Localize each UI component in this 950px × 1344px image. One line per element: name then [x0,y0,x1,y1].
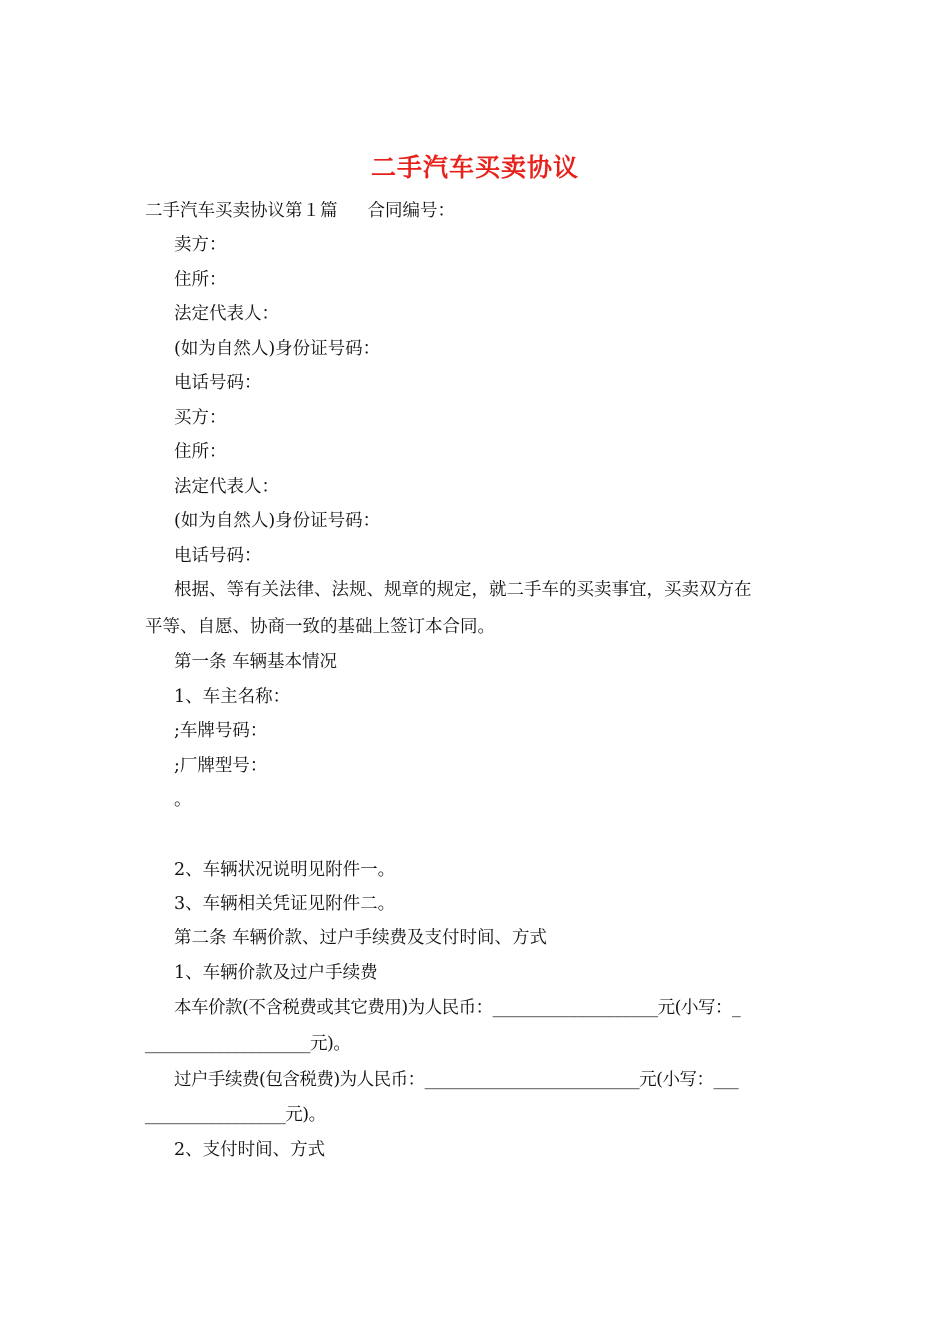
article1-heading: 第一条 车辆基本情况 [174,652,338,672]
preamble-line-2: 平等、自愿、协商一致的基础上签订本合同。 [145,617,495,637]
intro-heading: 二手汽车买卖协议第１篇 [145,201,338,221]
article1-item2: 2、车辆状况说明见附件一。 [174,860,396,880]
article2-heading: 第二条 车辆价款、过户手续费及支付时间、方式 [174,928,548,948]
price-line-1: 本车价款(不含税费或其它费用)为人民币：____________________元(小写：_ [174,998,741,1018]
seller-legal-rep: 法定代表人： [174,304,279,324]
preamble-line-1: 根据、等有关法律、法规、规章的规定，就二手车的买卖事宜，买卖双方在 [174,580,752,600]
buyer-label: 买方： [174,408,227,428]
seller-id-number: (如为自然人)身份证号码： [174,339,381,359]
price-line-2: ____________________元)。 [145,1034,351,1054]
article2-sub2: 2、支付时间、方式 [174,1140,326,1160]
buyer-legal-rep: 法定代表人： [174,477,279,497]
article2-sub1: 1、车辆价款及过户手续费 [174,963,378,983]
intro-line [145,198,455,224]
article1-item1: 1、车主名称： [174,687,291,707]
buyer-address: 住所： [174,442,227,462]
seller-label: 卖方： [174,235,227,255]
fee-line-1: 过户手续费(包含税费)为人民币：__________________________元(小写：___ [174,1070,739,1090]
buyer-phone: 电话号码： [174,546,262,566]
fee-line-2: _________________元)。 [145,1105,326,1125]
seller-address: 住所： [174,270,227,290]
article1-item3: 3、车辆相关凭证见附件二。 [174,894,396,914]
article1-item1-plate: ;车牌号码： [174,721,268,741]
article1-item1-end: 。 [174,790,192,810]
article1-item1-model: ;厂牌型号： [174,756,268,776]
contract-number-label: 合同编号： [367,201,455,221]
buyer-id-number: (如为自然人)身份证号码： [174,511,381,531]
seller-phone: 电话号码： [174,373,262,393]
document-title: 二手汽车买卖协议 [370,153,579,182]
